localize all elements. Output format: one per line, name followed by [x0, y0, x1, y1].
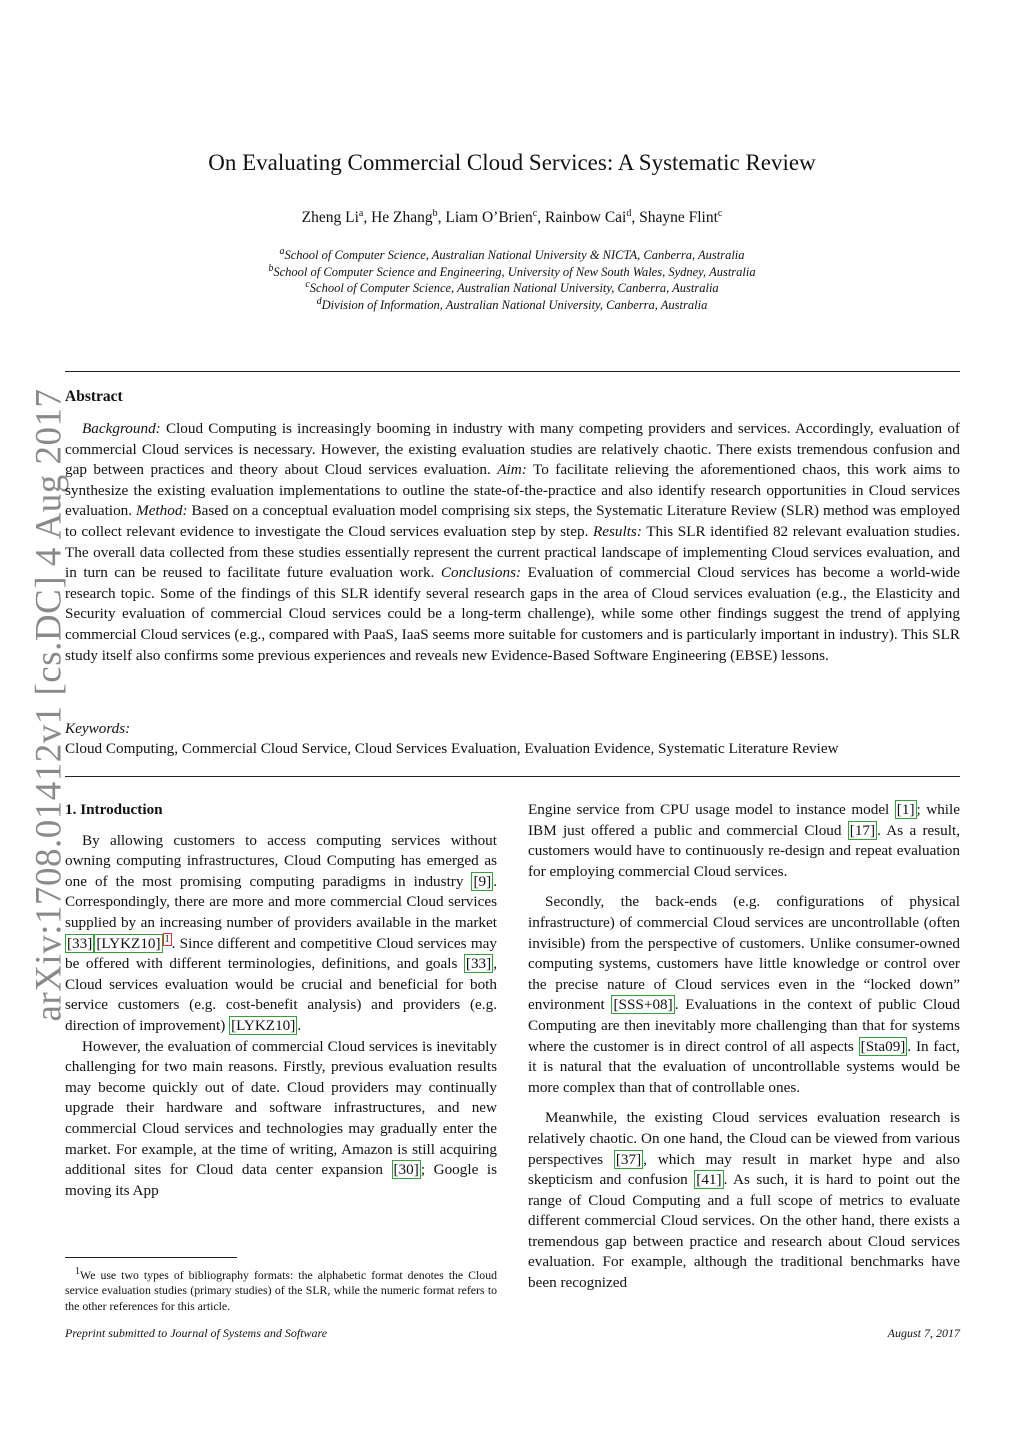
- abstract-heading: Abstract: [65, 388, 123, 405]
- footer-journal: Preprint submitted to Journal of Systems and Software: [65, 1326, 328, 1340]
- top-divider: [65, 371, 960, 372]
- abstract-text: This SLR identified 82 relevant evaluation studies. The overall data collected from these studies essentially represent the current practical landscape of implementing Cloud services evaluation, and in turn can be reused to facilitate future evaluation work.: [65, 522, 960, 582]
- author: Zheng Li: [301, 209, 359, 227]
- footnote-mark: 1: [75, 1266, 80, 1277]
- affiliation-text: School of Computer Science and Engineering, University of New South Wales, Sydney, Australia: [273, 264, 756, 279]
- text: . In fact, it is natural that the evaluation of uncontrollable systems would be more complex than that of controllable ones.: [528, 1037, 960, 1096]
- author: Shayne Flint: [639, 209, 718, 227]
- text: . Correspondingly, there are more and more commercial Cloud services supplied by an increasing number of providers available in the market: [65, 872, 497, 931]
- citation-link[interactable]: [SSS+08]: [613, 996, 673, 1014]
- affiliation-text: Division of Information, Australian National University, Canberra, Australia: [321, 297, 708, 312]
- citation-link[interactable]: [33]: [67, 934, 93, 952]
- affiliation-text: School of Computer Science, Australian National University, Canberra, Australia: [309, 281, 719, 296]
- text: .: [297, 1016, 302, 1034]
- section-heading: 1. Introduction: [65, 801, 163, 818]
- keywords-label: Keywords:: [65, 720, 131, 737]
- arxiv-stamp-text: arXiv:1708.01412v1 [cs.DC] 4 Aug 2017: [28, 388, 70, 1022]
- affiliation-mark: c: [305, 279, 310, 290]
- text: . Since different and competitive Cloud services may be offered with different terminologies, definitions, and goals: [65, 934, 497, 973]
- affiliation: [0, 261, 1024, 278]
- text: , which may result in market hype and also skepticism and confusion: [528, 1150, 961, 1189]
- footnote-link[interactable]: 1: [164, 933, 170, 945]
- citation-link[interactable]: [37]: [615, 1150, 642, 1168]
- text: . As such, it is hard to point out the range of Cloud Computing and a full scope of metrics to evaluate different commercial Cloud services. On the other hand, there exists a tremendous gap between practice and research about Cloud services evaluation. For example, although the traditional benchmarks have been recognized: [528, 1171, 960, 1292]
- citation-link[interactable]: [LYKZ10]: [231, 1016, 296, 1034]
- affiliation-mark: a: [279, 246, 285, 257]
- text: Secondly, the back-ends (e.g. configurations of physical infrastructure) of commercial Cloud services are uncontrollable (often invisible) from the perspective of customers. Unlike consumer-owned computing systems, customers have little knowledge or control over the precise nature of Cloud services even in the “locked down” environment: [528, 893, 960, 1014]
- text: . Evaluations in the context of public Cloud Computing are then inevitably more challenging than that for systems where the customer is in direct control of all aspects: [528, 996, 960, 1055]
- abstract-label: Conclusions:: [440, 564, 522, 582]
- footnote: [65, 1264, 497, 1314]
- text: , Cloud services evaluation would be crucial and beneficial for both service customers (e.g. cost-benefit analysis) and providers (e.g. direction of improvement): [65, 955, 497, 1034]
- abstract-text: Cloud Computing is increasingly booming in industry with many competing providers and services. Accordingly, evaluation of commercial Cloud services is necessary. However, the existing evaluation studies are relatively chaotic. There exists tremendous confusion and gap between practices and theory about Cloud services evaluation.: [65, 420, 960, 479]
- footnote-text: We use two types of bibliography formats: the alphabetic format denotes the Cloud service evaluation studies (primary studies) of the SLR, while the numeric format refers to the other references for this article.: [65, 1267, 497, 1313]
- author-list: Zheng Li$^a$, He Zhang$^b$, Liam O’Brien$^c$, Rainbow Cai$^d$, Shayne Flint$^c$: [301, 208, 723, 227]
- text: ; while IBM just offered a public and commercial Cloud: [528, 801, 960, 839]
- author-mark: d: [626, 208, 632, 219]
- paper-title: On Evaluating Commercial Cloud Services: A Systematic Review: [208, 150, 816, 175]
- abstract-body: [65, 419, 960, 666]
- author-mark: a: [358, 208, 364, 219]
- paragraph: [65, 1037, 497, 1202]
- citation-link[interactable]: [Sta09]: [860, 1037, 906, 1055]
- citation-link[interactable]: [9]: [473, 872, 492, 890]
- bottom-divider: [65, 776, 960, 777]
- citation-link[interactable]: [1]: [896, 801, 915, 818]
- affiliation: [0, 244, 1024, 261]
- affiliation-mark: d: [316, 295, 322, 307]
- text: Meanwhile, the existing Cloud services evaluation research is relatively chaotic. On one hand, the Cloud can be viewed from various perspectives: [528, 1109, 960, 1168]
- paragraph: [528, 892, 960, 1098]
- paragraph: [528, 800, 960, 882]
- paragraph: [65, 831, 497, 1037]
- citation-link[interactable]: [33]: [465, 955, 492, 973]
- right-column: [528, 800, 960, 1294]
- text: ; Google is moving its App: [65, 1161, 498, 1199]
- left-column: [65, 800, 497, 1201]
- citation-link[interactable]: [LYKZ10]: [96, 934, 161, 952]
- text: Engine service from CPU usage model to instance model: [528, 801, 895, 818]
- author-mark: c: [717, 208, 723, 219]
- text: By allowing customers to access computing services without owning computing infrastructures, Cloud Computing has emerged as one of the most promising computing paradigms in industry: [65, 831, 497, 890]
- abstract-label: Method:: [136, 502, 188, 520]
- citation-link[interactable]: [30]: [393, 1161, 419, 1179]
- author: Liam O’Brien: [445, 209, 533, 227]
- footer-date: August 7, 2017: [887, 1326, 960, 1340]
- text: However, the evaluation of commercial Cloud services is inevitably challenging for two main reasons. Firstly, previous evaluation results may become quickly out of date. Cloud providers may continually upgrade their hardware and software infrastructures, and new commercial Cloud services and technologies may gradually enter the market. For example, at the time of writing, Amazon is still acquiring additional sites for Cloud data center expansion: [65, 1037, 497, 1179]
- paragraph: [528, 1108, 960, 1293]
- keywords-text: Cloud Computing, Commercial Cloud Service, Cloud Services Evaluation, Evaluation Evidence, Systematic Literature Review: [65, 740, 839, 757]
- abstract-text: To facilitate relieving the aforementioned chaos, this work aims to synthesize the existing evaluation implementations to outline the state-of-the-practice and also identify research opportunities in Cloud services evaluation.: [65, 461, 960, 520]
- affiliation: [0, 277, 1024, 294]
- affiliation-mark: b: [268, 262, 274, 274]
- author-mark: b: [432, 208, 438, 219]
- citation-link[interactable]: [17]: [849, 821, 876, 839]
- author-mark: c: [532, 208, 538, 219]
- text: . As a result, customers would have to continuously re-design and repeat evaluation for employing commercial Cloud services.: [528, 821, 960, 880]
- abstract-label: Background:: [82, 420, 161, 437]
- abstract-text: Based on a conceptual evaluation model comprising six steps, the Systematic Literature Review (SLR) method was employed to collect relevant evidence to investigate the Cloud services evaluation step by step.: [65, 502, 960, 540]
- affiliation-text: School of Computer Science, Australian National University & NICTA, Canberra, Australia: [284, 248, 745, 263]
- abstract-label: Aim:: [497, 461, 527, 479]
- footnote-divider: [65, 1257, 237, 1258]
- affiliation: [0, 294, 1024, 311]
- affiliation-list: [0, 244, 1024, 310]
- citation-link[interactable]: [41]: [696, 1171, 722, 1189]
- author: He Zhang: [371, 209, 433, 227]
- author: Rainbow Cai: [544, 209, 627, 227]
- abstract-label: Results:: [592, 522, 642, 540]
- abstract-text: Evaluation of commercial Cloud services has become a world-wide research topic. Some of the findings of this SLR identify several research gaps in the area of Cloud services evaluation (e.g., the Elasticity and Security evaluation of commercial Cloud services could be a long-term challenge), while some other findings suggest the trend of applying commercial Cloud services (e.g., compared with PaaS, IaaS seems more suitable for customers and is particularly important in industry). This SLR study itself also confirms some previous experiences and reveals new Evidence-Based Software Engineering (EBSE) lessons.: [65, 564, 961, 664]
